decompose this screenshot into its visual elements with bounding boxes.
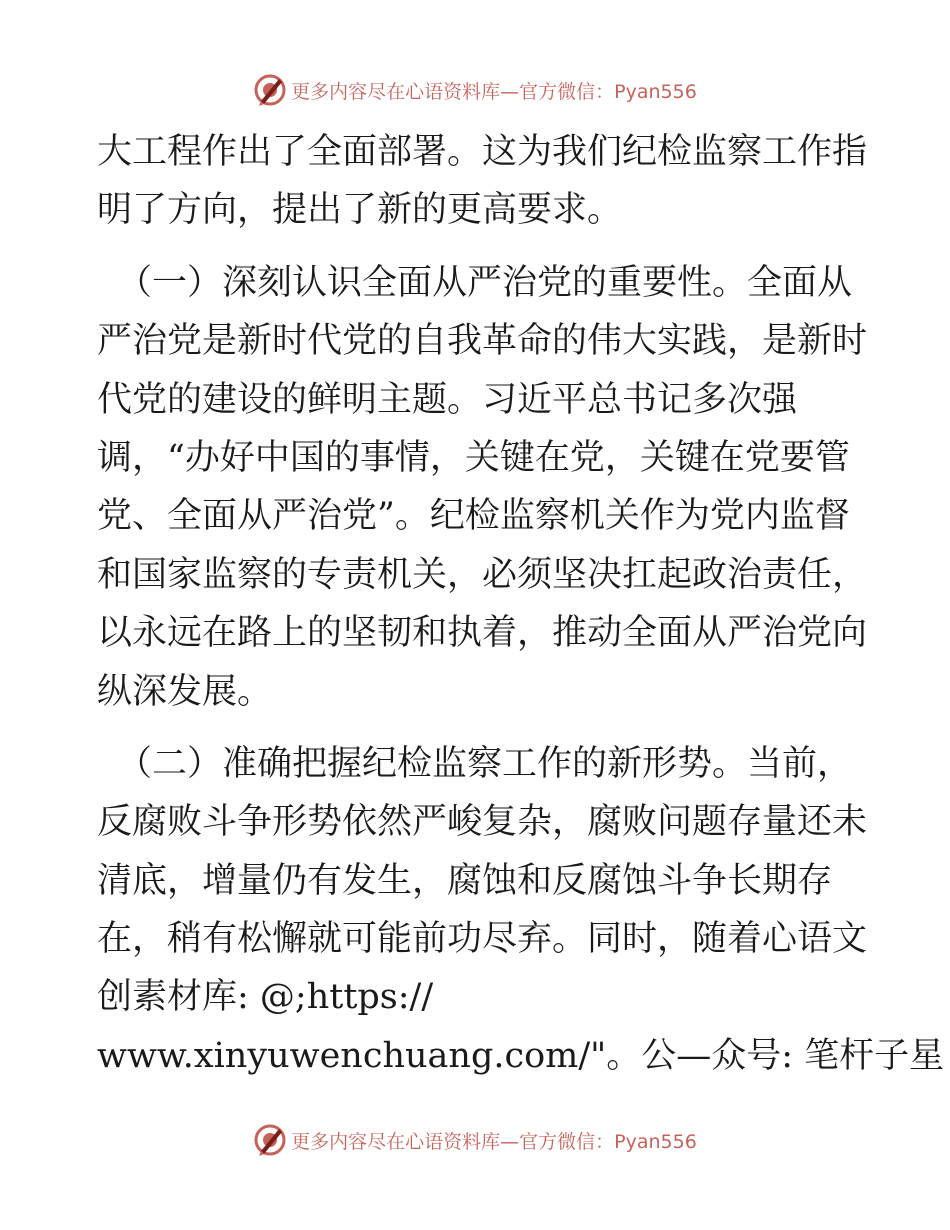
- document-body: [97, 123, 945, 1085]
- text-line: 大工程作出了全面部署。这为我们纪检监察工作指: [97, 132, 868, 172]
- pen-logo-icon: [253, 1123, 287, 1157]
- text-line: 和国家监察的专责机关，必须坚决扛起政治责任，: [97, 554, 868, 595]
- text-line-url: www.xinyuwenchuang.com/"。公—众号: 笔杆子星: [97, 1035, 945, 1076]
- paragraph-heading-1: （一）深刻认识全面从严治党的重要性。全面从: [117, 262, 853, 303]
- watermark-text: 更多内容尽在心语资料库—官方微信：Pyan556: [291, 80, 697, 103]
- header-watermark: [0, 70, 950, 110]
- text-line: 反腐败斗争形势依然严峻复杂，腐败问题存量还未: [97, 802, 868, 843]
- text-line: 调，“办好中国的事情，关键在党，关键在党要管: [97, 437, 850, 478]
- paragraph-heading-2: （二）准确把握纪检监察工作的新形势。当前，: [117, 743, 853, 784]
- pen-logo-icon: [253, 73, 287, 107]
- text-line: 严治党是新时代党的自我革命的伟大实践，是新时: [97, 321, 868, 362]
- text-line: 清底，增量仍有发生，腐蚀和反腐蚀斗争长期存: [97, 860, 833, 901]
- text-line: 党、全面从严治党”。纪检监察机关作为党内监督: [97, 496, 850, 537]
- text-line: 在，稍有松懈就可能前功尽弃。同时，随着心语文: [97, 919, 868, 960]
- footer-watermark: [0, 1120, 950, 1160]
- text-line: 纵深发展。: [97, 671, 273, 712]
- text-line: 明了方向，提出了新的更高要求。: [97, 190, 623, 231]
- text-line: 以永远在路上的坚韧和执着，推动全面从严治党向: [97, 613, 868, 654]
- text-line: 代党的建设的鲜明主题。习近平总书记多次强: [97, 379, 798, 420]
- text-line: 创素材库: @;https://: [97, 977, 434, 1018]
- watermark-text: 更多内容尽在心语资料库—官方微信：Pyan556: [291, 1130, 697, 1153]
